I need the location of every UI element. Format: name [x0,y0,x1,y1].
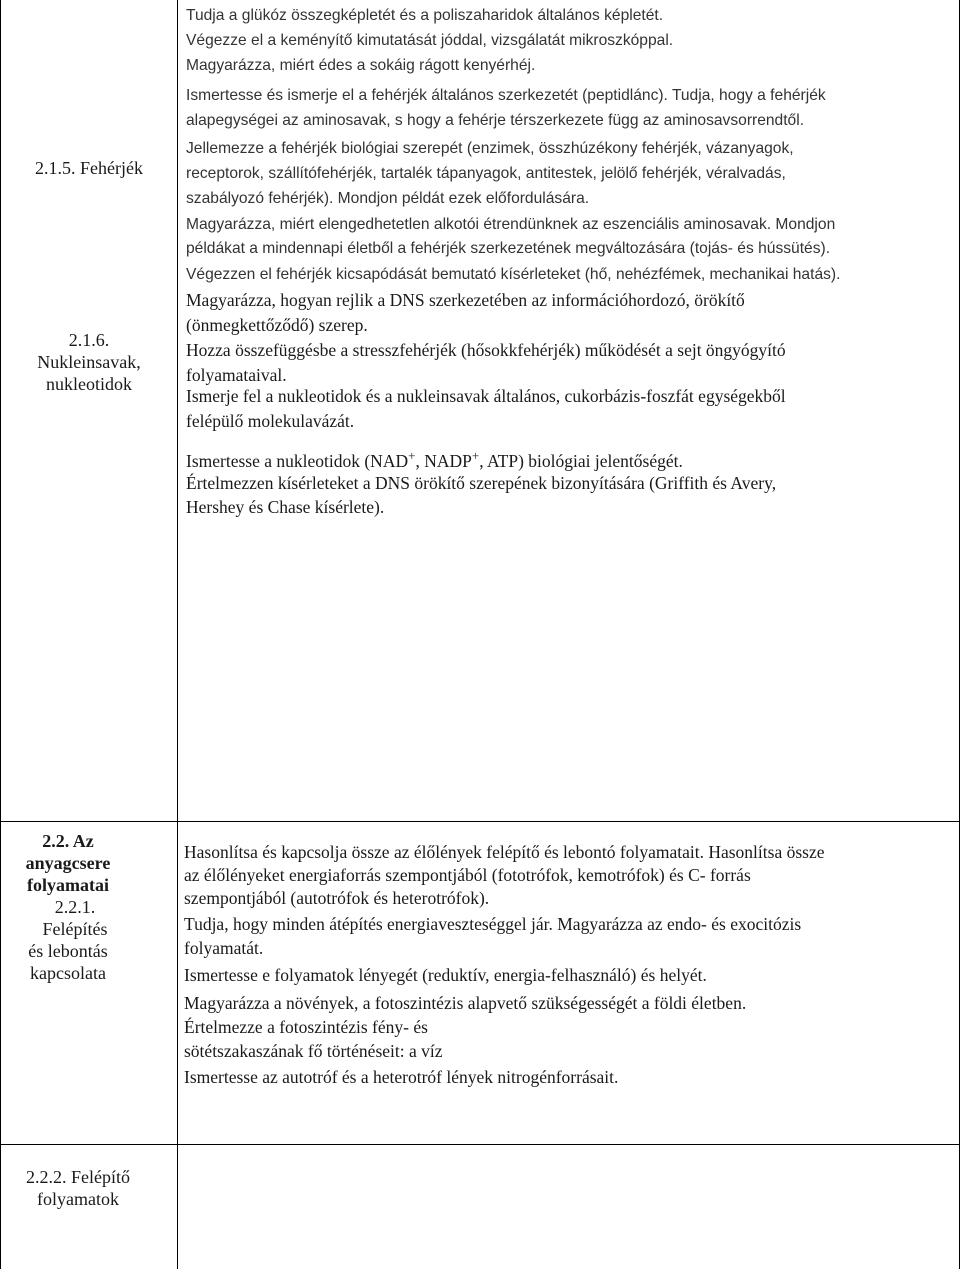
section-feherjek [6,157,172,179]
section-nukleinsavak-title-2: nukleotidok [46,374,132,394]
nad-text: Ismertesse a nukleotidok (NAD [186,451,409,471]
atp-text: , ATP) biológiai jelentőségét. [479,451,683,471]
content-line: Értelmezze a fotoszintézis fény- és [184,1017,428,1037]
content-line: Magyarázza, hogyan rejlik a DNS szerkezetében az információhordozó, örökítő [186,290,745,310]
section-anyagcsere-title-3: folyamatai [27,875,109,895]
content-line: Ismertesse e folyamatok lényegét (reduktív, energia-felhasználó) és helyét. [184,965,707,985]
section-feherjek-label: 2.1.5. Fehérjék [35,158,143,178]
section-felepito-title-2: folyamatok [37,1189,119,1209]
content-line: alapegységei az aminosavak, s hogy a fehérje térszerkezete függ az aminosavsorrendtől. [186,112,805,129]
content-line: szabályozó fehérjék). Mondjon példát ezek előfordulására. [186,190,590,207]
content-line: Értelmezzen kísérleteket a DNS örökítő szerepének bizonyítására (Griffith és Avery, [186,473,777,493]
row-divider-2 [0,1144,960,1145]
content-line: felépülő molekulavázát. [186,411,355,431]
content-line: Ismertesse és ismerje el a fehérjék általános szerkezetét (peptidlánc). Tudja, hogy a fehérjék [186,87,826,104]
table-column-divider [177,0,178,1269]
section-felepites-title-1: 2.2.1. Felépítés [42,897,108,939]
nadp-text: , NADP [415,451,472,471]
section-felepites-title-2: és lebontás [28,941,108,961]
content-line: Tudja a glükóz összegképletét és a poliszaharidok általános képletét. [186,7,664,24]
content-line: szempontjából (autotrófok és heterotrófok). [184,888,490,908]
content-line: Ismertesse az autotróf és a heterotróf lények nitrogénforrásait. [184,1067,619,1087]
section-anyagcsere-title-1: 2.2. Az [42,831,94,851]
section-felepito-folyamatok [18,1166,138,1210]
content-line: példákat a mindennapi életből a fehérjék szerkezetének megváltozására (tojás- és hússütés). [186,240,831,257]
content-line: sötétszakaszának fő történéseit: a víz [184,1041,443,1061]
content-line: Jellemezze a fehérjék biológiai szerepét (enzimek, összhúzékony fehérjék, vázanyagok, [186,140,794,157]
content-line: (önmegkettőződő) szerep. [186,315,368,335]
content-line: folyamataival. [186,365,287,385]
nucleotides-line [186,443,954,474]
content-line: folyamatát. [184,938,264,958]
section-anyagcsere [8,830,128,984]
content-line: Hozza összefüggésbe a stresszfehérjék (hősokkfehérjék) működését a sejt öngyógyító [186,340,786,360]
section-anyagcsere-title-2: anyagcsere [25,853,111,873]
content-line: Magyarázza a növények, a fotoszintézis alapvető szükségességét a földi életben. [184,993,747,1013]
section-nukleinsavak-title-1: Nukleinsavak, [37,352,141,372]
content-line: Hasonlítsa és kapcsolja össze az élőlények felépítő és lebontó folyamatait. Hasonlítsa össze [184,842,825,862]
content-line: Magyarázza, miért édes a sokáig rágott kenyérhéj. [186,57,536,74]
section-felepites-title-3: kapcsolata [30,963,106,983]
content-line: Tudja, hogy minden átépítés energiaveszteséggel jár. Magyarázza az endo- és exocitózis [184,914,802,934]
content-line: Hershey és Chase kísérlete). [186,497,385,517]
content-line: Magyarázza, miért elengedhetetlen alkotói étrendünknek az eszenciális aminosavak. Mondjon [186,216,836,233]
content-line: Végezze el a keményítő kimutatását jóddal, vizsgálatát mikroszkóppal. [186,32,674,49]
row-divider-1 [0,821,960,822]
content-line: receptorok, szállítófehérjék, tartalék tápanyagok, antitestek, jelölő fehérjék, véralvadás, [186,165,786,182]
table-left-border [0,0,1,1269]
content-line: az élőlényeket energiaforrás szempontjából (fototrófok, kemotrófok) és C- forrás [184,865,751,885]
section-nukleinsavak [6,329,172,395]
content-line: Ismerje fel a nukleotidok és a nukleinsavak általános, cukorbázis-foszfát egységekből [186,386,786,406]
section-nukleinsavak-number: 2.1.6. [68,330,110,350]
section-felepito-title-1: 2.2.2. Felépítő [26,1167,130,1187]
plus-superscript: + [408,448,416,463]
plus-superscript: + [471,448,480,463]
content-line: Végezzen el fehérjék kicsapódását bemutató kísérleteket (hő, nehézfémek, mechanikai hatás). [186,266,841,283]
